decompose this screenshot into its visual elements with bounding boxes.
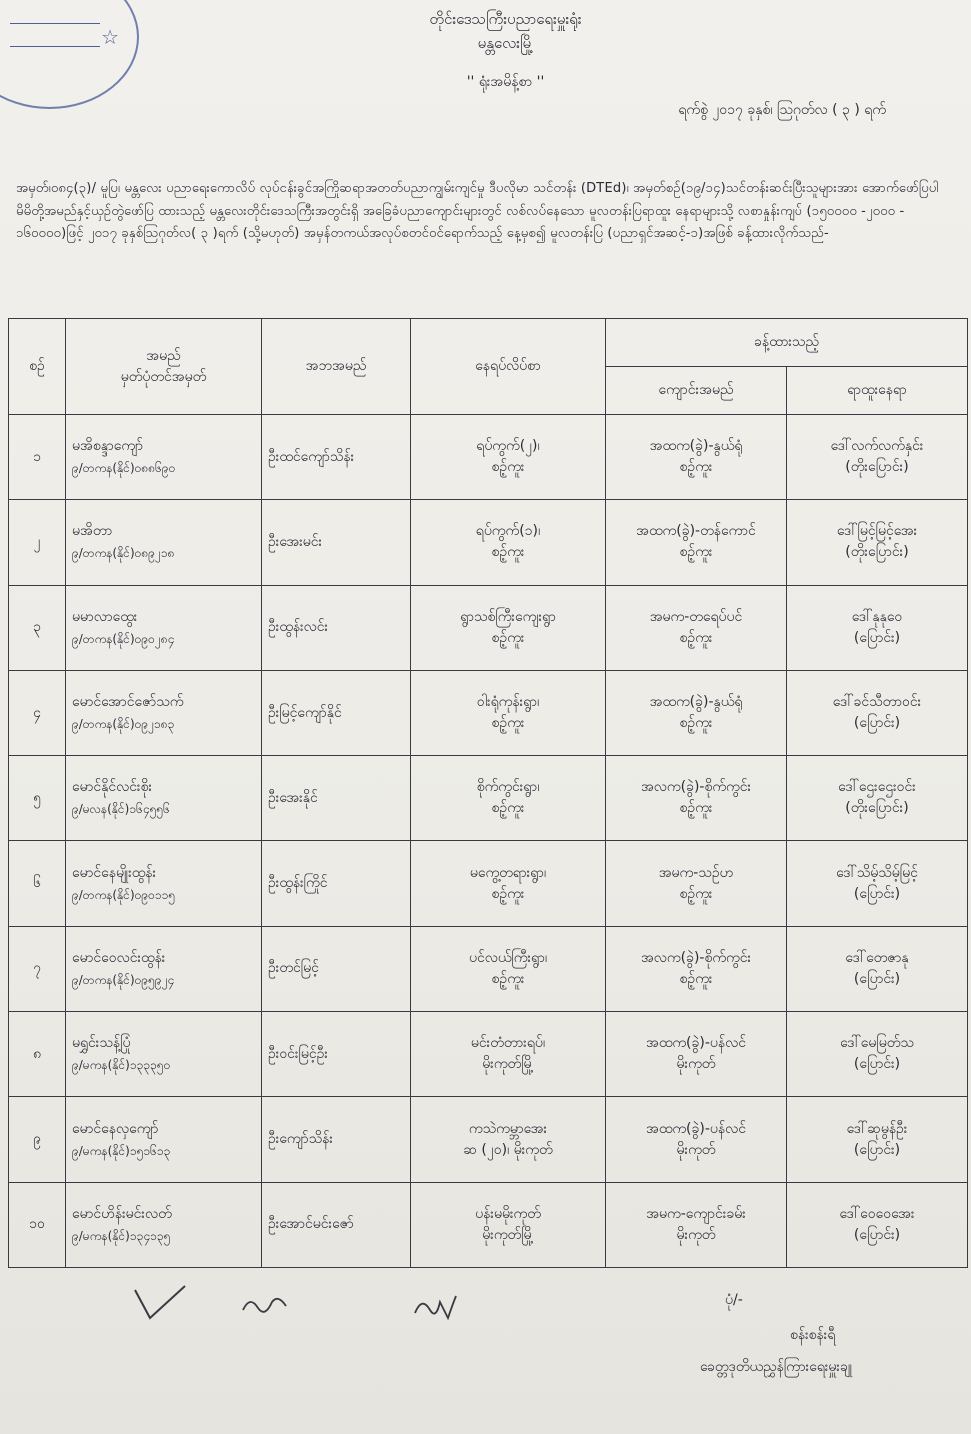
post-cell [787, 1097, 968, 1182]
father-name: ဦးထင်ကျော်သိန်း [262, 415, 411, 500]
row-number: ၈ [9, 1012, 66, 1097]
table-row [9, 1012, 968, 1097]
address-line1: ရပ်ကွက်(၁)၊ [475, 523, 541, 540]
header-name-line1: အမည် [146, 347, 181, 364]
table-row [9, 1182, 968, 1267]
nrc-number: ၉/မကန(နိုင်)၁၅၁၆၁၃ [72, 1143, 171, 1158]
signer-position: ခေတ္တဒုတိယညွှန်ကြားရေးမှူးချု [700, 1359, 853, 1375]
header-name-line2: မှတ်ပုံတင်အမှတ် [120, 368, 207, 385]
father-name: ဦးဝင်းမြင့်ဦး [262, 1012, 411, 1097]
row-number: ၄ [9, 670, 66, 755]
address-line1: မကွေ့တရားရွာ၊ [469, 864, 547, 881]
vacancy-reason: (ပြောင်း) [853, 1141, 901, 1158]
appointee-name: မောင်ဟိန်းမင်းလတ် [72, 1205, 172, 1222]
school-township: မိုးကုတ် [676, 1226, 716, 1243]
school-name: အလက(ခွဲ)-စိုက်ကွင်း [640, 949, 752, 966]
nrc-number: ၉/တကန(နိုင်)၀၉၅၉၂၄ [72, 972, 175, 987]
vacancy-reason: (ပြောင်း) [853, 715, 901, 732]
school-name: အမက-သဉ်ဟ [658, 864, 734, 881]
school-name: အထက(ခွဲ)-ပန်လင် [645, 1120, 747, 1137]
nrc-number: ၉/တကန(နိုင်)၀၉၂၁၈၃ [72, 717, 175, 732]
school-name: အထက(ခွဲ)-တန်ကောင် [636, 523, 756, 540]
address-line1: ဝါးရုံကုန်းရွာ၊ [476, 694, 540, 711]
vacated-by: ဒေါ်ဆုမွန်ဦး [846, 1120, 908, 1137]
school-township: စဥ့်ကူး [679, 459, 713, 476]
school-cell [606, 926, 787, 1011]
vacated-by: ဒေါ်တေဇာနု [845, 949, 909, 966]
appointment-table [8, 318, 968, 1268]
address-line2: မိုးကုတ်မြို့ [482, 1226, 534, 1243]
appointee-name: မောင်နေလှကျော် [72, 1120, 159, 1137]
appointee-name: မောင်နေမျိုးထွန်း [72, 864, 157, 881]
vacancy-reason: (တိုးပြောင်း) [845, 800, 909, 817]
signed-mark: ပုံ/- [725, 1292, 743, 1308]
appointee-name: မောင်နိုင်လင်းစိုး [72, 779, 152, 796]
address-cell [411, 926, 606, 1011]
address-line2: စဥ့်ကူး [491, 800, 525, 817]
address-line1: ပန်းမမိုးကုတ် [475, 1205, 541, 1222]
address-cell [411, 1182, 606, 1267]
appointee-cell [66, 500, 262, 585]
school-township: စဥ့်ကူး [679, 885, 713, 902]
vacancy-reason: (တိုးပြောင်း) [845, 544, 909, 561]
row-number: ၂ [9, 500, 66, 585]
appointee-name: မောင်ဝေလင်းထွန်း [72, 949, 166, 966]
nrc-number: ၉/တကန(နိုင်)၀၉၀၁၁၅ [72, 887, 176, 902]
appointee-cell [66, 756, 262, 841]
school-cell [606, 1012, 787, 1097]
vacancy-reason: (ပြောင်း) [853, 970, 901, 987]
vacancy-reason: (ပြောင်း) [853, 885, 901, 902]
nrc-number: ၉/တကန(နိုင်)၀၈၈၆၉၀ [72, 461, 176, 476]
appointee-name: မအိစန္ဒာကျော် [72, 438, 143, 455]
school-name: အထက(ခွဲ)-နွယ်ရုံ [649, 694, 743, 711]
header-address: နေရပ်လိပ်စာ [411, 319, 606, 415]
office-name: တိုင်းဒေသကြီးပညာရေးမှူးရုံး [429, 10, 582, 28]
post-cell [787, 1182, 968, 1267]
address-line1: ပင်လယ်ကြီးရွာ၊ [468, 949, 548, 966]
address-line1: မင်းတံတားရပ်၊ [470, 1035, 546, 1052]
nrc-number: ၉/တကန(နိုင်)၀၈၉၂၁၈ [72, 546, 175, 561]
nrc-number: ၉/မကန(နိုင်)၁၃၄၁၃၅ [72, 1228, 171, 1243]
father-name: ဦးအေးနိုင် [262, 756, 411, 841]
address-line2: ဆ (၂၀)၊ မိုးကုတ် [463, 1141, 553, 1158]
school-cell [606, 1097, 787, 1182]
table-row [9, 500, 968, 585]
address-cell [411, 1097, 606, 1182]
order-intro-paragraph: အမှတ်၊၀၈၄(၃)/ မူပြ၊ မန္တလေး ပညာရေးကောလိပ် လုပ်ငန်းခွင်အကြိုဆရာအတတ်ပညာကျွမ်းကျင်မှု ဒီပလိုမာ သင်တန်း (DTEd)၊ အမှတ်စဉ်(၁၉/၁၄)သင်တန်းဆင်းပြီးသူများအား အောက်ဖော်ပြပါ မိမိတို့အမည်နှင့်ယှဉ်တွဲဖော်ပြ ထားသည့် မန္တလေးတိုင်းဒေသကြီးအတွင်းရှိ အခြေခံပညာကျောင်းများတွင် လစ်လပ်နေသော မူလတန်းပြရာထူး နေရာများသို့ လစာနှုန်းကျပ် (၁၅၀၀၀၀ -၂၀၀၀ - ၁၆၀၀၀၀)ဖြင့် ၂၀၁၇ ခုနှစ်ဩဂုတ်လ( ၃ )ရက် (သို့မဟုတ်) အမှန်တကယ်အလုပ်စတင်ဝင်ရောက်သည့် နေ့မှစ၍ မူလတန်းပြ (ပညာရှင်အဆင့်-၁)အဖြစ် ခန့်ထားလိုက်သည်- [16, 181, 939, 241]
father-name: ဦးတင်မြင့် [262, 926, 411, 1011]
appointee-cell [66, 926, 262, 1011]
post-cell [787, 841, 968, 926]
school-name: အလက(ခွဲ)-စိုက်ကွင်း [640, 779, 752, 796]
appointee-cell [66, 670, 262, 755]
school-township: စဥ့်ကူး [679, 715, 713, 732]
star-icon: ☆ [101, 25, 119, 49]
school-cell [606, 756, 787, 841]
address-cell [411, 1012, 606, 1097]
appointee-cell [66, 585, 262, 670]
initial-signature [240, 1290, 290, 1320]
table-row [9, 756, 968, 841]
address-cell [411, 585, 606, 670]
vacancy-reason: (ပြောင်း) [853, 1226, 901, 1243]
post-cell [787, 926, 968, 1011]
post-cell [787, 585, 968, 670]
row-number: ၁၀ [9, 1182, 66, 1267]
post-cell [787, 756, 968, 841]
header-father: အဘအမည် [262, 319, 411, 415]
vacated-by: ဒေါ်ဌေးဌေးဝင်း [838, 779, 916, 796]
school-name: အထက(ခွဲ)-ပန်လင် [645, 1035, 747, 1052]
vacated-by: ဒေါ်မေမြတ်သ [840, 1035, 914, 1052]
vacated-by: ဒေါ်သိမ့်သိမ့်မြင့် [836, 864, 918, 881]
school-cell [606, 500, 787, 585]
school-name: အထက(ခွဲ)-နွယ်ရုံ [649, 438, 743, 455]
address-line1: ကသဲကမ္ဘာအေး [468, 1120, 548, 1137]
header-appointed: ခန့်ထားသည့် [606, 319, 968, 367]
vacated-by: ဒေါ်ဝေဝေအေး [839, 1205, 915, 1222]
signer-name: စန်းစန်းရီ [790, 1327, 836, 1343]
father-name: ဦးအောင်မင်းဇော် [262, 1182, 411, 1267]
appointee-name: မအိတာ [72, 523, 113, 540]
vacancy-reason: (ပြောင်း) [853, 1056, 901, 1073]
father-name: ဦးထွန်းကြိုင် [262, 841, 411, 926]
vacancy-reason: (တိုးပြောင်း) [845, 459, 909, 476]
address-line2: စဥ့်ကူး [491, 629, 525, 646]
table-row [9, 670, 968, 755]
appointee-cell [66, 1012, 262, 1097]
father-name: ဦးမြင့်ကျော်နိုင် [262, 670, 411, 755]
address-cell [411, 415, 606, 500]
appointee-cell [66, 1182, 262, 1267]
appointee-cell [66, 1097, 262, 1182]
header-school: ကျောင်းအမည် [606, 367, 787, 415]
address-cell [411, 670, 606, 755]
school-cell [606, 841, 787, 926]
table-row [9, 841, 968, 926]
row-number: ၅ [9, 756, 66, 841]
initials-row [130, 1280, 530, 1330]
vacancy-reason: (ပြောင်း) [853, 629, 901, 646]
address-line1: ရပ်ကွက်(၂)၊ [476, 438, 540, 455]
school-cell [606, 670, 787, 755]
header-name [66, 319, 262, 415]
school-cell [606, 1182, 787, 1267]
vacated-by: ဒေါ်ခင်သီတာဝင်း [832, 694, 922, 711]
nrc-number: ၉/တကန(နိုင်)၀၉၀၂၈၄ [72, 631, 175, 646]
school-cell [606, 415, 787, 500]
row-number: ၇ [9, 926, 66, 1011]
vacated-by: ဒေါ်လက်လက်နှင်း [830, 438, 924, 455]
school-township: စဥ့်ကူး [679, 544, 713, 561]
order-date: ရက်စွဲ ၂၀၁၇ ခုနှစ်၊ ဩဂုတ်လ ( ၃ ) ရက် [678, 102, 886, 118]
table-row [9, 415, 968, 500]
appointee-name: မမာလာထွေး [72, 608, 138, 625]
address-line2: မိုးကုတ်မြို့ [482, 1056, 534, 1073]
post-cell [787, 670, 968, 755]
address-line1: စိုက်ကွင်းရွာ၊ [476, 779, 540, 796]
address-cell [411, 756, 606, 841]
father-name: ဦးထွန်းလင်း [262, 585, 411, 670]
post-cell [787, 500, 968, 585]
address-line2: စဥ့်ကူး [491, 544, 525, 561]
table-row [9, 585, 968, 670]
table-row [9, 1097, 968, 1182]
appointee-name: မရွှင်းသန့်ပြုံ [72, 1035, 131, 1052]
header-no: စဉ် [9, 319, 66, 415]
row-number: ၉ [9, 1097, 66, 1182]
address-cell [411, 500, 606, 585]
post-cell [787, 415, 968, 500]
post-cell [787, 1012, 968, 1097]
order-title: '' ရုံးအမိန့်စာ '' [466, 74, 545, 90]
table-row [9, 926, 968, 1011]
row-number: ၁ [9, 415, 66, 500]
appointee-cell [66, 841, 262, 926]
vacated-by: ဒေါ်မြင့်မြင့်အေး [836, 523, 918, 540]
city-name: မန္တလေးမြို့ [477, 34, 534, 52]
school-township: မိုးကုတ် [676, 1056, 716, 1073]
school-township: စဥ့်ကူး [679, 800, 713, 817]
appointee-cell [66, 415, 262, 500]
address-line2: စဥ့်ကူး [491, 715, 525, 732]
address-line2: စဥ့်ကူး [491, 885, 525, 902]
address-line2: စဥ့်ကူး [491, 970, 525, 987]
school-township: မိုးကုတ် [676, 1141, 716, 1158]
nrc-number: ၉/မကန(နိုင်)၁၃၃၃၅၀ [72, 1058, 171, 1073]
row-number: ၃ [9, 585, 66, 670]
school-township: စဥ့်ကူး [679, 629, 713, 646]
address-line1: ရွာသစ်ကြီးကျေးရွာ [460, 608, 556, 625]
address-cell [411, 841, 606, 926]
nrc-number: ၉/မလန(နိုင်)၁၆၄၅၅၆ [72, 802, 170, 817]
school-cell [606, 585, 787, 670]
row-number: ၆ [9, 841, 66, 926]
school-name: အမက-တရေပ်ပင် [649, 608, 743, 625]
checkmark-signature [130, 1280, 190, 1325]
appointee-name: မောင်အောင်ဇော်သက် [72, 694, 184, 711]
father-name: ဦးကျော်သိန်း [262, 1097, 411, 1182]
school-township: စဥ့်ကူး [679, 970, 713, 987]
school-name: အမက-ကျောင်းခမ်း [646, 1205, 746, 1222]
vacated-by: ဒေါ်နုနုဝေ [851, 608, 903, 625]
address-line2: စဥ့်ကူး [491, 459, 525, 476]
initial-signature [410, 1288, 460, 1328]
header-post: ရာထူးနေရာ [787, 367, 968, 415]
father-name: ဦးအေးမင်း [262, 500, 411, 585]
